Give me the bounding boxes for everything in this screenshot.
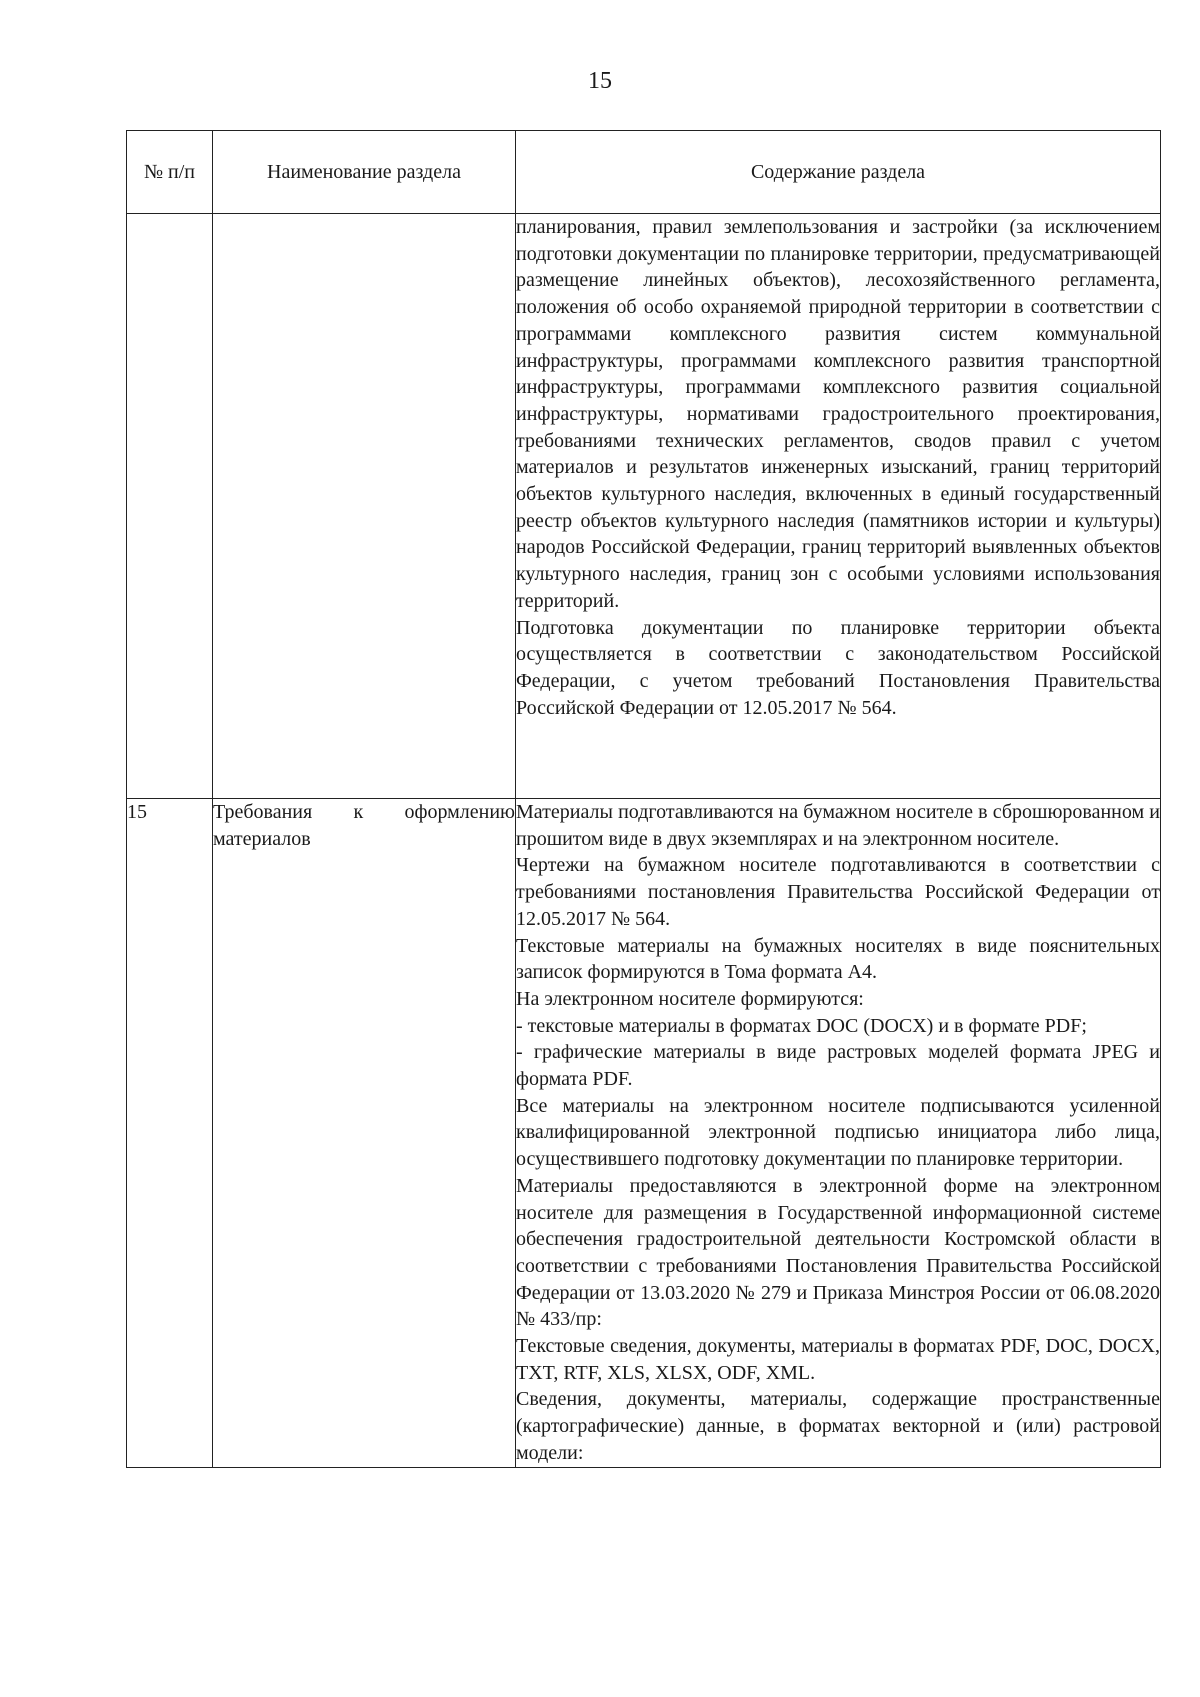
header-section-name: Наименование раздела (213, 131, 516, 214)
content-paragraph: Текстовые материалы на бумажных носителях в виде пояснительных записок формируются в Тома формата А4. (516, 934, 1160, 984)
page-number: 15 (588, 68, 612, 94)
header-section-content: Содержание раздела (516, 131, 1161, 214)
content-paragraph: Сведения, документы, материалы, содержащие пространственные (картографические) данные, в форматах векторной и (или) растровой модели: (516, 1388, 1160, 1464)
content-paragraph: Подготовка документации по планировке территории объекта осуществляется в соответствии с законодательством Российской Федерации, с учетом требований Постановления Правительства Российской Федерации от 12.05.2017 № 564. (516, 616, 1160, 719)
row-section-name: Требования к оформлению материалов (213, 799, 516, 1468)
content-paragraph: Текстовые сведения, документы, материалы в форматах PDF, DOC, DOCX, TXT, RTF, XLS, XLSX, ODF, XML. (516, 1335, 1160, 1384)
sections-table (126, 130, 1161, 1468)
table-row (127, 799, 1161, 1468)
row-section-name (213, 214, 516, 799)
row-section-content (516, 214, 1161, 799)
row-number: 15 (127, 799, 213, 1468)
row-section-content (516, 799, 1161, 1468)
row-number (127, 214, 213, 799)
table-header-row (127, 131, 1161, 214)
header-number: № п/п (127, 131, 213, 214)
table-row (127, 214, 1161, 799)
content-paragraph: Материалы предоставляются в электронной форме на электронном носителе для размещения в Государственной информационной системе обеспечения градостроительной деятельности Костромской области в соответствии с требованиями Постановления Правительства Российской Федерации от 13.03.2020 № 279 и Приказа Минстроя России от 06.08.2020 № 433/пр: (516, 1174, 1160, 1331)
content-paragraph: - графические материалы в виде растровых моделей формата JPEG и формата PDF. (516, 1041, 1160, 1091)
content-paragraph: Материалы подготавливаются на бумажном носителе в сброшюрованном и прошитом виде в двух экземплярах и на электронном носителе. (516, 801, 1160, 850)
content-paragraph: планирования, правил землепользования и застройки (за исключением подготовки документации по планировке территории, предусматривающей размещение линейных объектов), лесохозяйственного регламента, положения об особо охраняемой природной территории в соответствии с программами комплексного развития систем коммунальной инфраструктуры, программами комплексного развития транспортной инфраструктуры, программами комплексного развития социальной инфраструктуры, нормативами градостроительного проектирования, требованиями технических регламентов, сводов правил с учетом материалов и результатов инженерных изысканий, границ территорий объектов культурного наследия, включенных в единый государственный реестр объектов культурного наследия (памятников истории и культуры) народов Российской Федерации, границ территорий выявленных объектов культурного наследия, границ зон с особыми условиями использования территорий. (516, 216, 1160, 612)
content-paragraph: На электронном носителе формируются: (516, 987, 864, 1010)
content-paragraph: Все материалы на электронном носителе подписываются усиленной квалифицированной электронной подписью инициатора либо лица, осуществившего подготовку документации по планировке территории. (516, 1094, 1160, 1171)
content-paragraph: - текстовые материалы в форматах DOC (DOCX) и в формате PDF; (516, 1014, 1087, 1037)
content-paragraph: Чертежи на бумажном носителе подготавливаются в соответствии с требованиями постановления Правительства Российской Федерации от 12.05.2017 № 564. (516, 854, 1160, 930)
